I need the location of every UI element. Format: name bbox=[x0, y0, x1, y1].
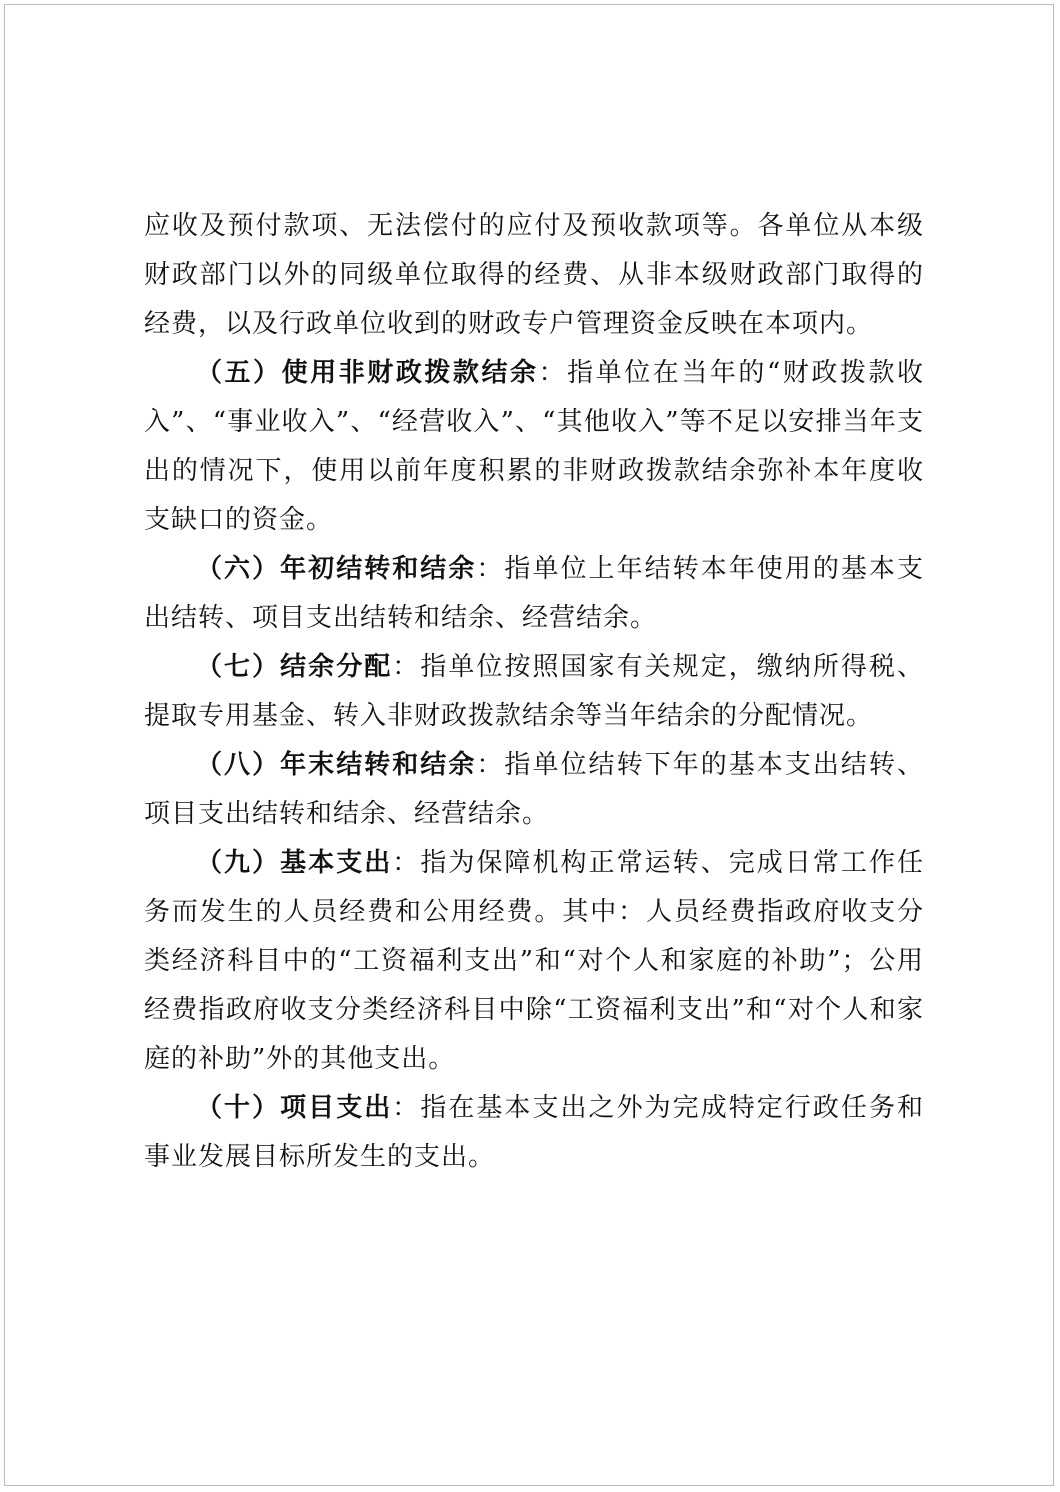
paragraph-text: 应收及预付款项、无法偿付的应付及预收款项等。各单位从本级财政部门以外的同级单位取得的经费、从非本级财政部门取得的经费，以及行政单位收到的财政专户管理资金反映在本项内。 bbox=[144, 211, 924, 339]
paragraph-opening-carryover bbox=[144, 545, 924, 643]
paragraph-continued bbox=[144, 202, 924, 349]
paragraph-text: ：指为保障机构正常运转、完成日常工作任务而发生的人员经费和公用经费。其中：人员经费指政府收支分类经济科目中的“工资福利支出”和“对个人和家庭的补助”；公用经费指政府收支分类经济科目中除“工资福利支出”和“对个人和家庭的补助”外的其他支出。 bbox=[144, 848, 924, 1074]
paragraph-balance-distribution bbox=[144, 643, 924, 741]
paragraph-basic-expenditure bbox=[144, 839, 924, 1084]
paragraph-text: ：指单位在当年的“财政拨款收入”、“事业收入”、“经营收入”、“其他收入”等不足以安排当年支出的情况下，使用以前年度积累的非财政拨款结余弥补本年度收支缺口的资金。 bbox=[144, 358, 924, 535]
paragraph-text: ：指在基本支出之外为完成特定行政任务和事业发展目标所发生的支出。 bbox=[144, 1093, 924, 1172]
paragraph-non-fiscal-balance-use bbox=[144, 349, 924, 545]
paragraph-term: （十）项目支出 bbox=[196, 1093, 393, 1123]
paragraph-term: （六）年初结转和结余 bbox=[196, 554, 477, 584]
paragraph-term: （八）年末结转和结余 bbox=[196, 750, 477, 780]
paragraph-closing-carryover bbox=[144, 741, 924, 839]
paragraph-project-expenditure bbox=[144, 1084, 924, 1182]
paragraph-text: ：指单位结转下年的基本支出结转、项目支出结转和结余、经营结余。 bbox=[144, 750, 924, 829]
document-body bbox=[144, 202, 924, 1182]
paragraph-term: （五）使用非财政拨款结余 bbox=[196, 358, 539, 388]
paragraph-term: （七）结余分配 bbox=[196, 652, 393, 682]
paragraph-text: ：指单位上年结转本年使用的基本支出结转、项目支出结转和结余、经营结余。 bbox=[144, 554, 924, 633]
paragraph-text: ：指单位按照国家有关规定，缴纳所得税、提取专用基金、转入非财政拨款结余等当年结余的分配情况。 bbox=[144, 652, 924, 731]
paragraph-term: （九）基本支出 bbox=[196, 848, 393, 878]
document-page bbox=[4, 4, 1054, 1486]
